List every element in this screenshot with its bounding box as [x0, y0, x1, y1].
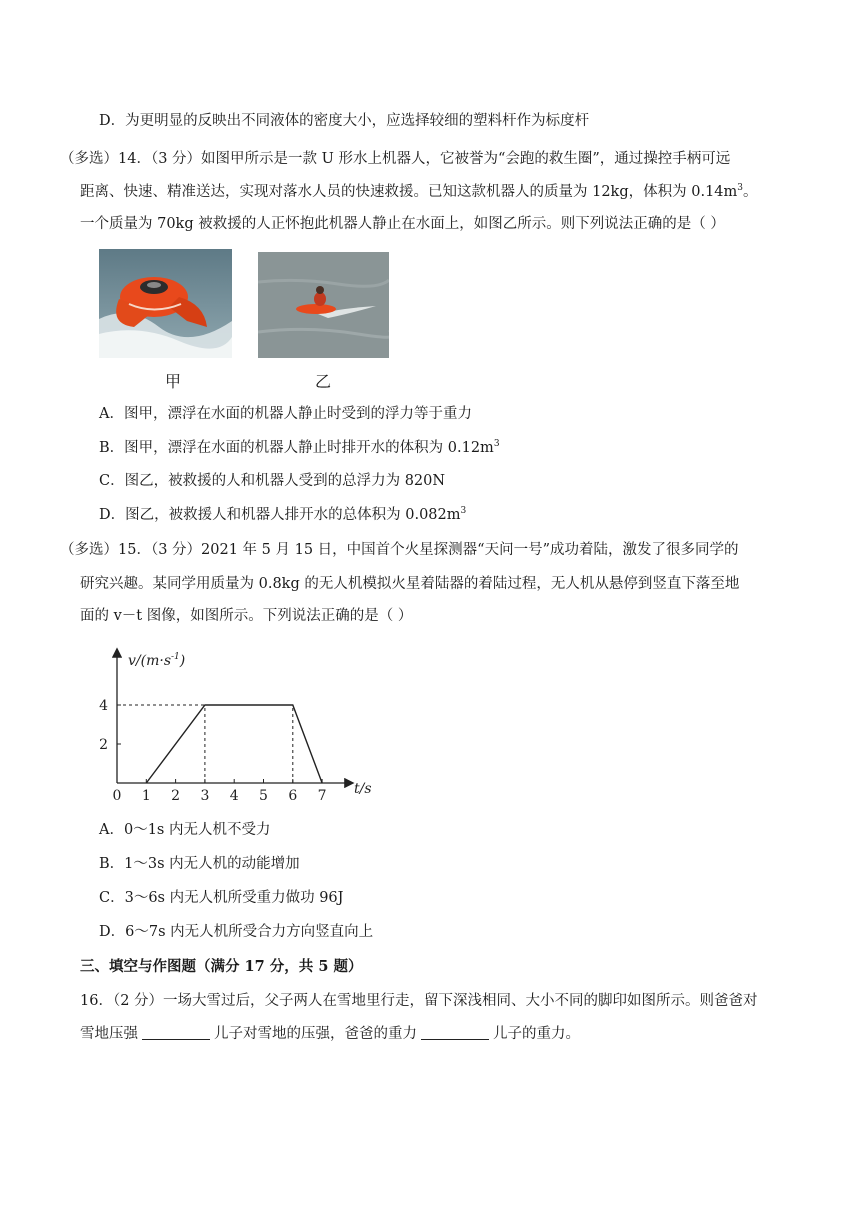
- q15-stem-line-3: 面的 v－t 图像，如图所示。下列说法正确的是（ ）: [80, 608, 413, 624]
- q14-option-a: A．图甲，漂浮在水面的机器人静止时受到的浮力等于重力: [99, 406, 472, 422]
- q14-option-d: D．图乙，被救援人和机器人排开水的总体积为 $0.082m^3$: [99, 506, 467, 523]
- x-axis-label: t/s: [354, 781, 372, 797]
- answer-blank-2[interactable]: [421, 1025, 489, 1040]
- q16-line-1: 16．（2 分）一场大雪过后，父子两人在雪地里行走，留下深浅相同、大小不同的脚印如图所示。则爸爸对: [80, 993, 758, 1009]
- x-tick-label: 2: [171, 788, 181, 804]
- q15-option-c: C．3～6s 内无人机所受重力做功 96J: [99, 890, 344, 906]
- q15-option-d: D．6～7s 内无人机所受合力方向竖直向上: [99, 924, 374, 940]
- figure-b-caption: 乙: [315, 372, 332, 391]
- answer-blank-1[interactable]: [142, 1025, 210, 1040]
- q15-stem-line-1: （多选）15．（3 分）2021 年 5 月 15 日，中国首个火星探测器“天问一号”成功着陆，激发了很多同学的: [60, 542, 739, 558]
- figure-robot-photo: [99, 249, 232, 358]
- x-tick-label: 6: [288, 788, 298, 804]
- figure-a-caption: 甲: [165, 372, 182, 391]
- x-tick-label: 4: [229, 788, 239, 804]
- q14-stem-line-3: 一个质量为 70kg 被救援的人正怀抱此机器人静止在水面上，如图乙所示。则下列说法正确的是（ ）: [80, 216, 725, 232]
- q14-option-c: C．图乙，被救援的人和机器人受到的总浮力为 820N: [99, 473, 446, 489]
- q14-stem-line-2: 距离、快速、精准送达，实现对落水人员的快速救援。已知这款机器人的质量为 12kg，体积为 $0.14m^3$。: [80, 183, 758, 200]
- x-tick-label: 3: [200, 788, 210, 804]
- section-3-title: 三、填空与作图题（满分 17 分，共 5 题）: [80, 958, 363, 975]
- q14-option-b: B．图甲，漂浮在水面的机器人静止时排开水的体积为 $0.12m^3$: [99, 439, 500, 456]
- q13-option-d: D．为更明显的反映出不同液体的密度大小，应选择较细的塑料杆作为标度杆: [99, 113, 590, 129]
- x-tick-label: 1: [141, 788, 151, 804]
- velocity-time-chart: [96, 640, 386, 810]
- q15-option-a: A．0～1s 内无人机不受力: [99, 822, 271, 838]
- x-tick-label: 0: [112, 788, 122, 804]
- q14-stem-line-1: （多选）14．（3 分）如图甲所示是一款 U 形水上机器人，它被誉为“会跑的救生圈”，通过操控手柄可远: [60, 151, 731, 167]
- q15-stem-line-2: 研究兴趣。某同学用质量为 0.8kg 的无人机模拟火星着陆器的着陆过程，无人机从悬停到竖直下落至地: [80, 576, 740, 592]
- figure-rescue-photo: [258, 252, 389, 358]
- q16-line-2: 雪地压强 儿子对雪地的压强，爸爸的重力 儿子的重力。: [80, 1026, 580, 1042]
- y-tick-label: 2: [99, 737, 108, 753]
- q15-option-b: B．1～3s 内无人机的动能增加: [99, 856, 300, 872]
- x-tick-label: 5: [259, 788, 268, 804]
- series-line: [146, 705, 322, 783]
- y-tick-label: 4: [99, 698, 108, 714]
- x-tick-label: 7: [317, 788, 327, 804]
- y-axis-label: $v/(m\cdot s^{-1})$: [128, 652, 186, 669]
